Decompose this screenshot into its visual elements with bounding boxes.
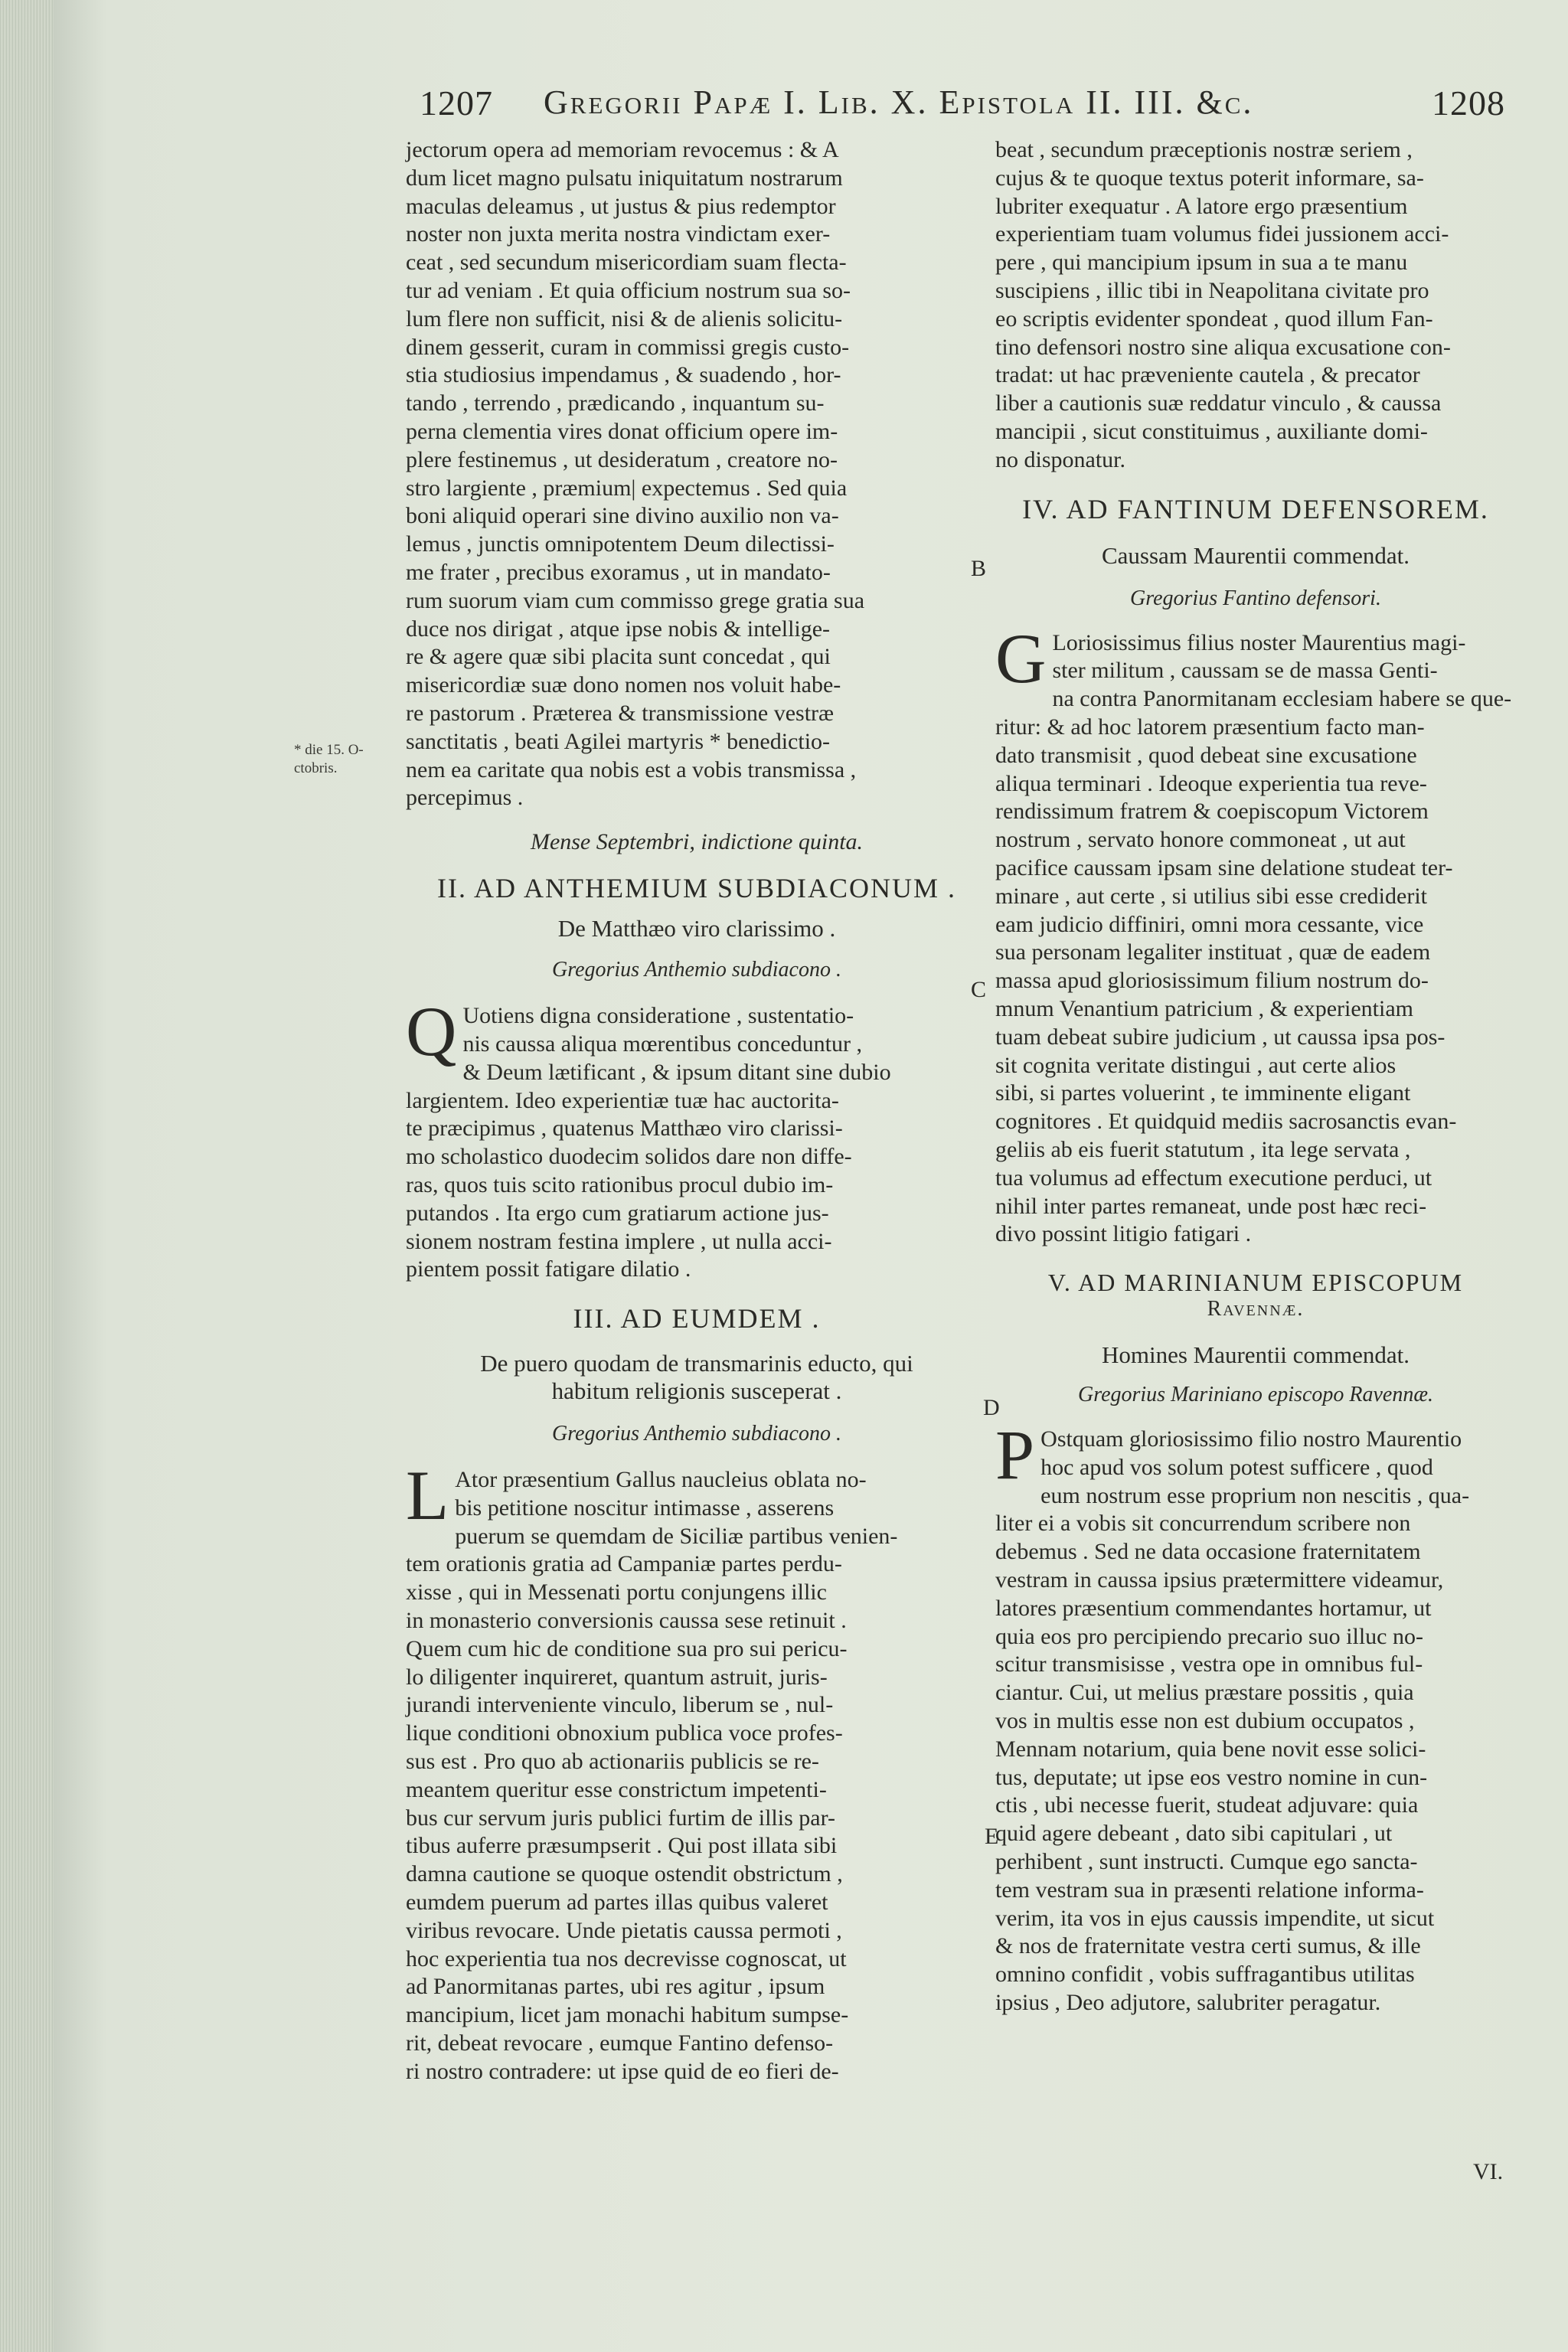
right-column <box>995 136 1516 2017</box>
text-line: puerum se quemdam de Siciliæ partibus venien- <box>455 1523 898 1549</box>
text-line: tibus auferre præsumpserit . Qui post illata sibi <box>406 1833 838 1859</box>
dropcap: L <box>406 1456 449 1535</box>
letter-3-subtitle: habitum religionis susceperat . <box>551 1377 842 1405</box>
letter-2-addressee: Gregorius Anthemio subdiacono . <box>552 958 841 982</box>
text-line: divo possint litigio fatigari . <box>995 1221 1252 1247</box>
text-line: Uotiens digna consideratione , sustentatio- <box>462 1003 854 1029</box>
text-line: pere , qui mancipium ipsum in sua a te manu <box>995 250 1408 276</box>
left-opening-text <box>406 136 988 812</box>
text-line: aliqua terminari . Ideoque experientia tua reve- <box>995 770 1427 796</box>
text-line: eum nostrum esse proprium non nescitis , qua- <box>1040 1482 1470 1508</box>
text-line: ri nostro contradere: ut ipse quid de eo fieri de- <box>406 2058 839 2084</box>
text-line: dato transmisit , quod debeat sine excusatione <box>995 742 1417 768</box>
catchword: VI. <box>1473 2159 1504 2184</box>
text-line: pacifice caussam ipsam sine delatione studeat ter- <box>995 854 1453 880</box>
text-line: percepimus . <box>406 785 524 811</box>
text-line: lique conditioni obnoxium publica voce profes- <box>406 1720 843 1746</box>
dropcap: G <box>995 619 1047 697</box>
text-line: lum flere non sufficit, nisi & de alienis solicitu- <box>406 305 843 332</box>
text-line: lemus , junctis omnipotentem Deum dilectissi- <box>406 531 835 557</box>
text-line: putandos . Ita ergo cum gratiarum actione jus- <box>406 1200 829 1226</box>
text-line: re pastorum . Præterea & transmissione vestræ <box>406 700 835 726</box>
text-line: nostrum , servato honore commoneat , ut aut <box>995 827 1406 853</box>
text-line: rum suorum viam cum commisso grege gratia sua <box>406 587 865 613</box>
text-line: mancipii , sicut constituimus , auxiliante domi- <box>995 418 1428 444</box>
text-line: quia eos pro percipiendo precario suo illuc no- <box>995 1623 1423 1649</box>
text-line: hoc apud vos solum potest sufficere , quod <box>1040 1454 1433 1480</box>
text-line: Loriosissimus filius noster Maurentius magi- <box>1052 629 1466 655</box>
text-line: duce nos dirigat , atque ipse nobis & intellige- <box>406 616 831 642</box>
text-line: eam judicio diffiniri, omni mora cessante, vice <box>995 911 1424 937</box>
text-line: tua volumus ad effectum executione perduci, ut <box>995 1165 1432 1191</box>
letter-3-body <box>406 1456 988 2086</box>
text-line: ctis , ubi necesse fuerit, studeat adjuvare: quia <box>995 1792 1419 1818</box>
text-line: cujus & te quoque textus poterit informare, sa- <box>995 165 1424 191</box>
running-title: Gregorii Papæ I. Lib. X. Epistola II. III. &c. <box>544 83 1254 121</box>
text-line: na contra Panormitanam ecclesiam habere se que- <box>1052 686 1512 712</box>
text-line: no disponatur. <box>995 446 1125 472</box>
text-line: jurandi interveniente vinculo, liberum se , nul- <box>406 1692 834 1718</box>
text-line: in monasterio conversionis caussa sese retinuit . <box>406 1608 847 1634</box>
text-line: sibi, si partes voluerint , te imminente eligant <box>995 1080 1411 1106</box>
text-line: sionem nostram festina implere , ut nulla acci- <box>406 1228 832 1254</box>
text-line: largientem. Ideo experientiæ tuæ hac auctorita- <box>406 1087 839 1113</box>
text-line: Mennam notarium, quia bene novit esse solici- <box>995 1736 1426 1762</box>
text-line: liber a cautionis suæ reddatur vinculo , & caussa <box>995 390 1442 416</box>
text-line: tur ad veniam . Et quia officium nostrum sua so- <box>406 277 851 303</box>
text-line: scitur transmisisse , vestra ope in omnibus ful- <box>995 1651 1423 1677</box>
text-line: eo scriptis evidenter spondeat , quod illum Fan- <box>995 305 1433 332</box>
text-line: tus, deputate; ut ipse eos vestro nomine in cun- <box>995 1764 1428 1790</box>
text-line: vestram in caussa ipsius prætermittere videamur, <box>995 1567 1444 1593</box>
text-line: Ostquam gloriosissimo filio nostro Maurentio <box>1040 1426 1462 1452</box>
letter-5-heading: V. AD MARINIANUM EPISCOPUM <box>1047 1269 1464 1297</box>
text-line: damna cautione se quoque ostendit obstrictum , <box>406 1861 843 1887</box>
text-line: re & agere quæ sibi placita sunt concedat , qui <box>406 644 831 670</box>
letter-4-heading: IV. AD FANTINUM DEFENSOREM. <box>1022 493 1489 524</box>
text-line: perna clementia vires donat officium opere im- <box>406 418 838 444</box>
text-line: debemus . Sed ne data occasione fraternitatem <box>995 1539 1421 1565</box>
page-edges <box>0 0 54 2352</box>
text-line: Ator præsentium Gallus naucleius oblata no- <box>455 1467 867 1493</box>
text-line: eumdem puerum ad partes illas quibus valeret <box>406 1890 828 1916</box>
text-line: Quem cum hic de conditione sua pro sui pericu- <box>406 1635 848 1661</box>
text-line: verim, ita vos in ejus caussis impendite, ut sicut <box>995 1905 1435 1931</box>
text-line: lubriter exequatur . A latore ergo præsentium <box>995 193 1408 219</box>
text-line: & Deum lætificant , & ipsum ditant sine dubio <box>462 1059 891 1085</box>
text-line: xisse , qui in Messenati portu conjungens illic <box>406 1579 827 1606</box>
text-line: lo diligenter inquireret, quantum astruit, juris- <box>406 1664 828 1690</box>
letter-2-heading: II. AD ANTHEMIUM SUBDIACONUM . <box>436 873 956 904</box>
letter-2-body <box>406 992 988 1284</box>
text-line: mancipium, licet jam monachi habitum sumpse- <box>406 2002 849 2028</box>
text-line: pientem possit fatigare dilatio . <box>406 1256 691 1282</box>
margin-letter: D <box>983 1395 1000 1420</box>
text-line: geliis ab eis fuerit statutum , ita lege servata , <box>995 1136 1411 1162</box>
letter-2-subtitle: De Matthæo viro clarissimo . <box>557 915 836 942</box>
letter-4-addressee: Gregorius Fantino defensori. <box>1130 586 1381 610</box>
text-line: omnino confidit , vobis suffragantibus utilitas <box>995 1962 1415 1988</box>
text-line: tando , terrendo , prædicando , inquantum su- <box>406 390 825 416</box>
text-line: massa apud gloriosissimum filium nostrum do- <box>995 968 1429 994</box>
text-line: misericordiæ suæ dono nomen nos voluit habe- <box>406 672 841 698</box>
text-line: beat , secundum præceptionis nostræ seriem , <box>995 137 1413 162</box>
text-line: bus cur servum juris publici furtim de illis par- <box>406 1805 835 1831</box>
text-line: noster non juxta merita nostra vindictam exer- <box>406 221 831 247</box>
letter-5-subtitle: Homines Maurentii commendat. <box>1101 1341 1410 1369</box>
text-line: ras, quos tuis scito rationibus procul dubio im- <box>406 1171 834 1197</box>
text-line: ipsius , Deo adjutore, salubriter peragatur. <box>995 1990 1381 2016</box>
text-line: ad Panormitanas partes, ubi res agitur , ipsum <box>406 1974 825 2000</box>
sidenote: * die 15. O- ctobris. <box>294 742 364 776</box>
text-line: plere festinemus , ut desideratum , creatore no- <box>406 446 838 472</box>
text-line: vos in multis esse non est dubium occupatos , <box>995 1708 1415 1734</box>
text-line: mo scholastico duodecim solidos dare non diffe- <box>406 1144 852 1170</box>
text-line: liter ei a vobis sit concurrendum scribere non <box>995 1511 1411 1537</box>
text-line: rit, debeat revocare , eumque Fantino defenso- <box>406 2030 834 2056</box>
letter-3-heading: III. AD EUMDEM . <box>573 1303 821 1334</box>
text-line: nem ea caritate qua nobis est a vobis transmissa , <box>406 756 857 782</box>
text-line: quid agere debeant , dato sibi capitulari , ut <box>995 1821 1393 1847</box>
text-line: dum licet magno pulsatu iniquitatum nostrarum <box>406 165 843 191</box>
running-head <box>0 83 1568 129</box>
letter-3-subtitle: De puero quodam de transmarinis educto, qui <box>480 1350 913 1377</box>
text-line: dinem gesserit, curam in commissi gregis custo- <box>406 334 850 360</box>
letter-5-body <box>995 1416 1516 2017</box>
letter-5-addressee: Gregorius Mariniano episcopo Ravennæ. <box>1077 1383 1434 1407</box>
text-line: te præcipimus , quatenus Matthæo viro clarissi- <box>406 1116 843 1142</box>
dropcap: P <box>995 1416 1035 1494</box>
margin-letter: C <box>971 977 987 1002</box>
text-line: ster militum , caussam se de massa Genti- <box>1052 658 1438 684</box>
dateline: Mense Septembri, indictione quinta. <box>530 829 864 855</box>
text-line: tem vestram sua in præsenti relatione informa- <box>995 1877 1424 1903</box>
margin-letter: B <box>971 556 987 581</box>
text-line: me frater , precibus exoramus , ut in mandato- <box>406 559 831 585</box>
text-line: hoc experientia tua nos decrevisse cognoscat, ut <box>406 1945 847 1971</box>
text-line: suscipiens , illic tibi in Neapolitana civitate pro <box>995 277 1429 303</box>
text-line: tem orationis gratia ad Campaniæ partes perdu- <box>406 1551 842 1577</box>
text-line: ceat , sed secundum misericordiam suam flecta- <box>406 250 847 276</box>
text-line: perhibent , sunt instructi. Cumque ego sancta- <box>995 1849 1418 1875</box>
text-line: sua personam legaliter instituat , quæ de eadem <box>995 939 1431 965</box>
text-line: sanctitatis , beati Agilei martyris * benedictio- <box>406 728 831 754</box>
page-number-left: 1207 <box>420 83 493 122</box>
text-line: meantem queritur esse constrictum impetenti- <box>406 1776 827 1802</box>
left-column <box>406 136 988 2086</box>
letter-5-heading-line2: Ravennæ. <box>1207 1297 1305 1321</box>
dropcap: Q <box>406 992 457 1071</box>
text-line: sus est . Pro quo ab actionariis publicis se re- <box>406 1749 819 1775</box>
text-line: nis caussa aliqua mœrentibus conceduntur , <box>462 1031 862 1057</box>
text-line: latores præsentium commendantes hortamur, ut <box>995 1595 1432 1621</box>
text-line: stro largiente , præmium| expectemus . Sed quia <box>406 475 848 501</box>
text-line: maculas deleamus , ut justus & pius redemptor <box>406 193 836 219</box>
text-line: stia studiosius impendamus , & suadendo , hor- <box>406 362 841 388</box>
text-line: jectorum opera ad memoriam revocemus : & A <box>406 137 839 162</box>
text-line: viribus revocare. Unde pietatis caussa permoti , <box>406 1917 842 1943</box>
text-line: cognitores . Et quidquid mediis sacrosanctis evan- <box>995 1109 1457 1135</box>
text-line: boni aliquid operari sine divino auxilio non va- <box>406 503 839 529</box>
letter-4-body <box>995 619 1516 1250</box>
text-line: tuam debeat subire judicium , ut caussa ipsa pos- <box>995 1024 1446 1050</box>
text-line: nihil inter partes remaneat, unde post hæc reci- <box>995 1193 1427 1219</box>
text-line: rendissimum fratrem & coepiscopum Victorem <box>995 799 1429 825</box>
text-line: ritur: & ad hoc latorem præsentium facto man- <box>995 714 1425 740</box>
text-line: mnum Venantium patricium , & experientiam <box>995 995 1413 1021</box>
letter-3-addressee: Gregorius Anthemio subdiacono . <box>552 1422 841 1446</box>
text-line: sit cognita veritate distingui , aut certe alios <box>995 1052 1396 1078</box>
page-number-right: 1208 <box>1432 83 1505 122</box>
text-line: tino defensori nostro sine aliqua excusatione con- <box>995 334 1451 360</box>
margin-letter: E <box>985 1824 999 1849</box>
text-line: experientiam tuam volumus fidei jussionem acci- <box>995 221 1449 247</box>
text-line: bis petitione noscitur intimasse , asserens <box>455 1494 835 1521</box>
text-line: tradat: ut hac præveniente cautela , & precator <box>995 362 1420 388</box>
text-line: & nos de fraternitate vestra certi sumus, & ille <box>995 1933 1421 1959</box>
text-line: ciantur. Cui, ut melius præstare possitis , quia <box>995 1680 1414 1706</box>
letter-4-subtitle: Caussam Maurentii commendat. <box>1101 541 1410 569</box>
right-opening-text <box>995 136 1516 475</box>
text-line: minare , aut certe , si utilius sibi esse crediderit <box>995 883 1427 909</box>
